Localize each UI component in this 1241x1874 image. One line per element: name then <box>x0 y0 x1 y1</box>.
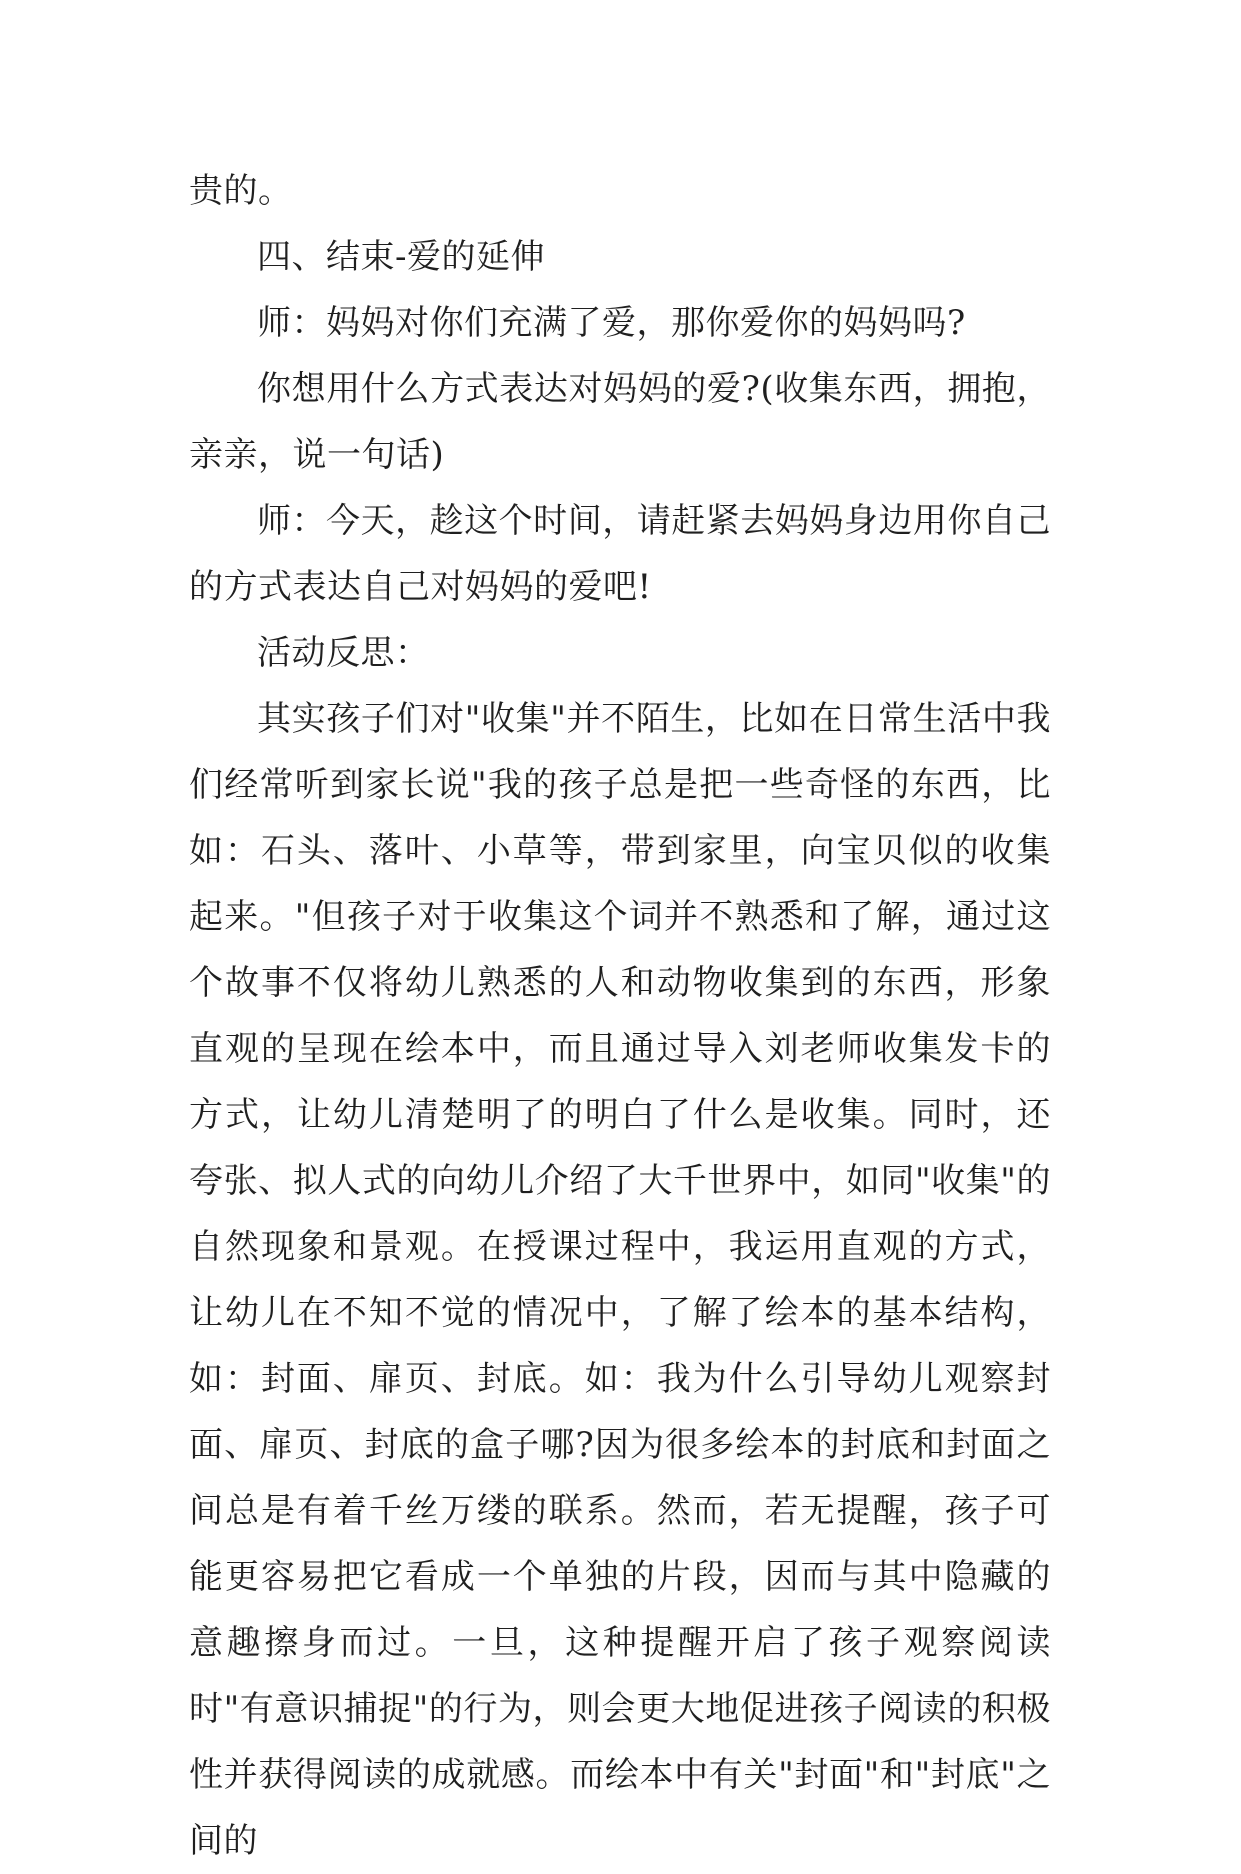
paragraph-reflection-body: 其实孩子们对"收集"并不陌生，比如在日常生活中我们经常听到家长说"我的孩子总是把一些奇怪的东西，比如：石头、落叶、小草等，带到家里，向宝贝似的收集起来。"但孩子对于收集这个词并不熟悉和了解，通过这个故事不仅将幼儿熟悉的人和动物收集到的东西，形象直观的呈现在绘本中，而且通过导入刘老师收集发卡的方式，让幼儿清楚明了的明白了什么是收集。同时，还夸张、拟人式的向幼儿介绍了大千世界中，如同"收集"的自然现象和景观。在授课过程中，我运用直观的方式，让幼儿在不知不觉的情况中，了解了绘本的基本结构，如：封面、扉页、封底。如：我为什么引导幼儿观察封面、扉页、封底的盒子哪?因为很多绘本的封底和封面之间总是有着千丝万缕的联系。然而，若无提醒，孩子可能更容易把它看成一个单独的片段，因而与其中隐藏的意趣擦身而过。一旦，这种提醒开启了孩子观察阅读时"有意识捕捉"的行为，则会更大地促进孩子阅读的积极性并获得阅读的成就感。而绘本中有关"封面"和"封底"之间的 <box>189 699 1051 1861</box>
paragraph-teacher-closing: 师：今天，趁这个时间，请赶紧去妈妈身边用你自己的方式表达自己对妈妈的爱吧! <box>189 501 1051 607</box>
section-heading-ending: 四、结束-爱的延伸 <box>257 237 545 277</box>
section-heading-reflection: 活动反思： <box>257 633 430 673</box>
document-body <box>189 158 1051 1874</box>
paragraph-express-love: 你想用什么方式表达对妈妈的爱?(收集东西，拥抱，亲亲，说一句话) <box>189 369 1051 475</box>
paragraph-continuation: 贵的。 <box>189 171 293 211</box>
paragraph-teacher-question: 师：妈妈对你们充满了爱，那你爱你的妈妈吗? <box>257 303 966 343</box>
